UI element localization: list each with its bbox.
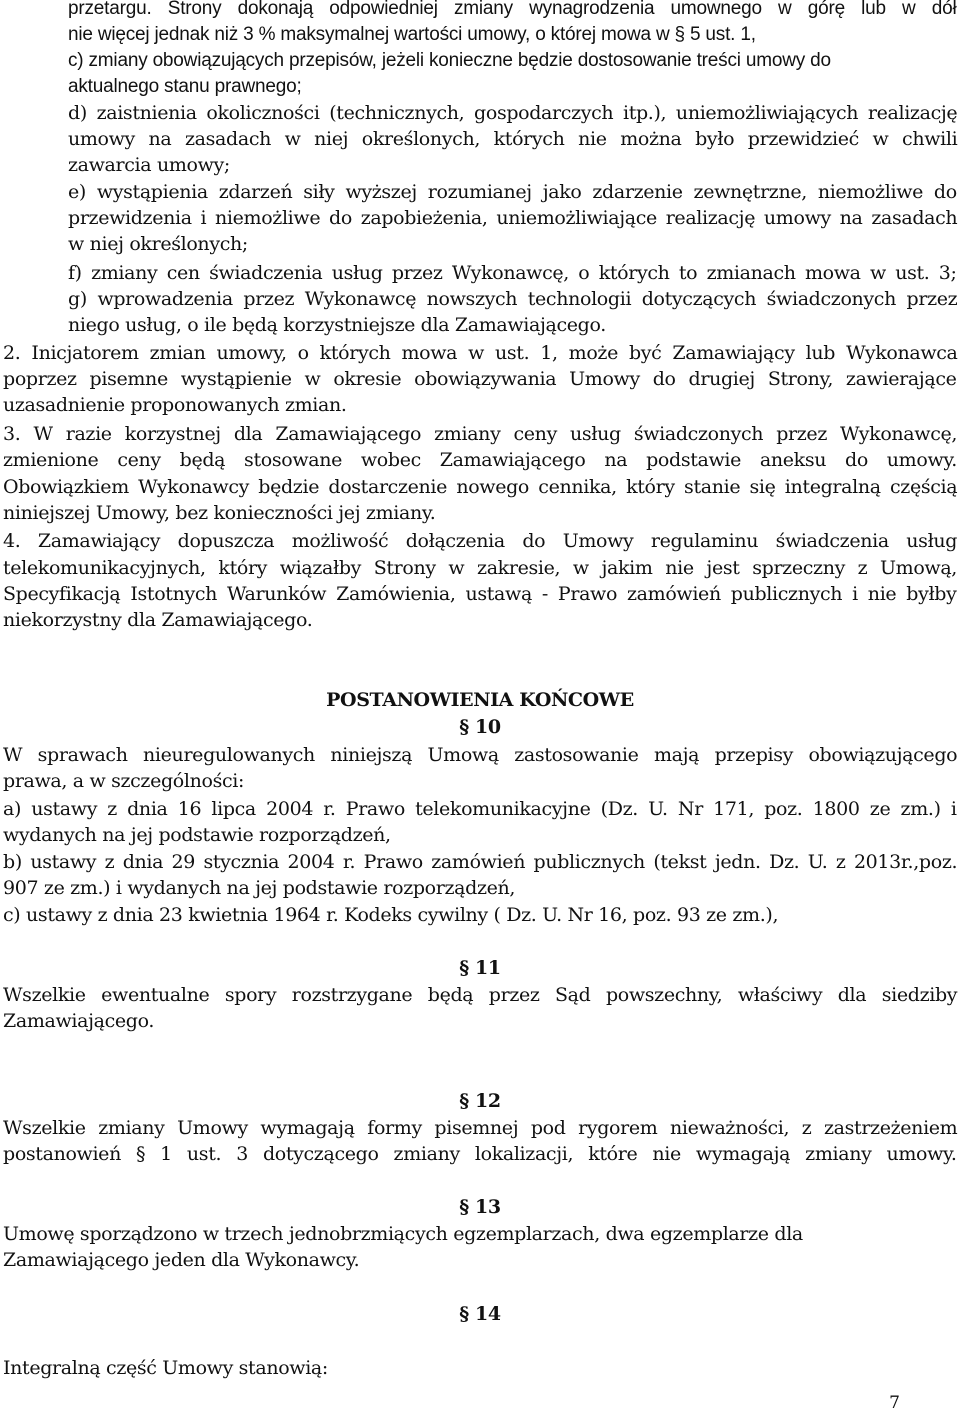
text-line: 4. Zamawiający dopuszcza możliwość dołączenia do Umowy regulaminu świadczenia usług <box>3 530 958 552</box>
text-line: W sprawach nieuregulowanych niniejszą Umową zastosowanie mają przepisy obowiązującego <box>3 744 958 766</box>
section-title: POSTANOWIENIA KOŃCOWE <box>326 689 634 711</box>
text-line: przewidzenia i niemożliwe do zapobieżenia, uniemożliwiające realizację umowy na zasadach <box>68 207 958 229</box>
text-line: 3. W razie korzystnej dla Zamawiającego zmiany ceny usług świadczonych przez Wykonawcę, <box>3 423 958 445</box>
paragraph-heading-10: § 10 <box>459 716 501 738</box>
text-line: c) ustawy z dnia 23 kwietnia 1964 r. Kodeks cywilny ( Dz. U. Nr 16, poz. 93 ze zm.), <box>3 904 779 926</box>
text-line: postanowień § 1 ust. 3 dotyczącego zmiany lokalizacji, które nie wymagają zmiany umowy. <box>3 1143 957 1165</box>
text-line: umowy na zasadach w niej określonych, których nie można było przewidzieć w chwili <box>68 128 958 150</box>
text-line: Umowę sporządzono w trzech jednobrzmiących egzemplarzach, dwa egzemplarze dla <box>3 1223 803 1245</box>
text-line: prawa, a w szczególności: <box>3 770 245 792</box>
text-line: zmienione ceny będą stosowane wobec Zamawiającego na podstawie aneksu do umowy. <box>3 449 957 471</box>
text-line: a) ustawy z dnia 16 lipca 2004 r. Prawo telekomunikacyjne (Dz. U. Nr 171, poz. 1800 ze zm.) i <box>3 798 957 820</box>
text-line: niego usług, o ile będą korzystniejsze dla Zamawiającego. <box>68 314 606 336</box>
text-line: poprzez pisemne wystąpienie w okresie obowiązywania Umowy do drugiej Strony, zawierające <box>3 368 957 390</box>
text-line: zawarcia umowy; <box>68 154 230 176</box>
text-line: Wszelkie zmiany Umowy wymagają formy pisemnej pod rygorem nieważności, z zastrzeżeniem <box>3 1117 958 1139</box>
text-line: przetargu. Strony dokonają odpowiedniej zmiany wynagrodzenia umownego w górę lub w dół <box>68 0 957 19</box>
text-line: d) zaistnienia okoliczności (technicznych, gospodarczych itp.), uniemożliwiających realizację <box>68 102 958 124</box>
text-line: nie więcej jednak niż 3 % maksymalnej wartości umowy, o której mowa w § 5 ust. 1, <box>68 24 756 45</box>
text-line: niniejszej Umowy, bez konieczności jej zmiany. <box>3 502 436 524</box>
text-line: b) ustawy z dnia 29 stycznia 2004 r. Prawo zamówień publicznych (tekst jedn. Dz. U. z 2013r.,poz. <box>3 851 958 873</box>
text-line: uzasadnienie proponowanych zmian. <box>3 394 347 416</box>
paragraph-heading-12: § 12 <box>459 1090 501 1112</box>
text-line: c) zmiany obowiązujących przepisów, jeżeli konieczne będzie dostosowanie treści umowy do <box>68 50 831 71</box>
text-line: Zamawiającego jeden dla Wykonawcy. <box>3 1249 360 1271</box>
page-number: 7 <box>889 1393 900 1413</box>
paragraph-heading-14: § 14 <box>459 1303 501 1325</box>
paragraph-heading-11: § 11 <box>459 957 501 979</box>
text-line: Zamawiającego. <box>3 1010 155 1032</box>
text-line: aktualnego stanu prawnego; <box>68 76 302 97</box>
text-line: e) wystąpienia zdarzeń siły wyższej rozumianej jako zdarzenie zewnętrzne, niemożliwe do <box>68 181 957 203</box>
text-line: f) zmiany cen świadczenia usług przez Wykonawcę, o których to zmianach mowa w ust. 3; <box>68 262 957 284</box>
paragraph-heading-13: § 13 <box>459 1196 501 1218</box>
text-line: telekomunikacyjnych, który wiązałby Strony w zakresie, w jakim nie jest sprzeczny z Umową, <box>3 557 957 579</box>
text-line: w niej określonych; <box>68 233 248 255</box>
text-line: niekorzystny dla Zamawiającego. <box>3 609 313 631</box>
text-line: wydanych na jej podstawie rozporządzeń, <box>3 824 391 846</box>
text-line: Integralną część Umowy stanowią: <box>3 1357 328 1379</box>
text-line: Specyfikacją Istotnych Warunków Zamówienia, ustawą - Prawo zamówień publicznych i nie byłby <box>3 583 957 605</box>
text-line: g) wprowadzenia przez Wykonawcę nowszych technologii dotyczących świadczonych przez <box>68 288 958 310</box>
text-line: Obowiązkiem Wykonawcy będzie dostarczenie nowego cennika, który stanie się integralną częścią <box>3 476 958 498</box>
text-line: Wszelkie ewentualne spory rozstrzygane będą przez Sąd powszechny, właściwy dla siedziby <box>3 984 958 1006</box>
text-line: 907 ze zm.) i wydanych na jej podstawie rozporządzeń, <box>3 877 516 899</box>
text-line: 2. Inicjatorem zmian umowy, o których mowa w ust. 1, może być Zamawiający lub Wykonawca <box>3 342 958 364</box>
